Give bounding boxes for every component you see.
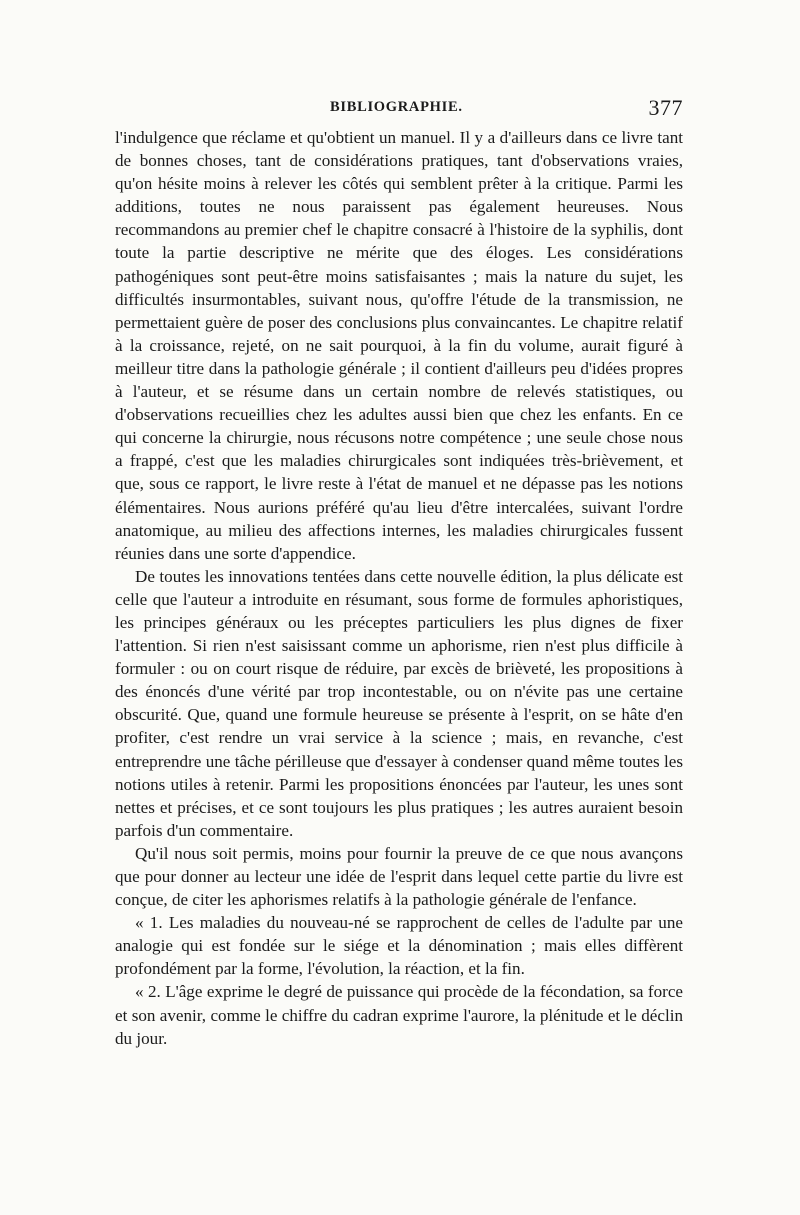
- body-text: [115, 126, 683, 1050]
- paragraph-continuation: l'indulgence que réclame et qu'obtient un manuel. Il y a d'ailleurs dans ce livre tant de bonnes choses, tant de considérations pratiques, tant d'observations vraies, qu'on hésite moins à relever les côtés qui semblent prêter à la critique. Parmi les additions, toutes ne nous paraissent pas également heureuses. Nous recommandons au premier chef le chapitre consacré à l'histoire de la syphilis, dont toute la partie descriptive ne mérite que des éloges. Les considérations pathogéniques sont peut-être moins satisfaisantes ; mais la nature du sujet, les difficultés insurmontables, suivant nous, qu'offre l'étude de la transmission, ne permettaient guère de poser des conclusions plus convaincantes. Le chapitre relatif à la croissance, rejeté, on ne sait pourquoi, à la fin du volume, aurait figuré à meilleur titre dans la pathologie générale ; il contient d'ailleurs peu d'idées propres à l'auteur, et se résume dans un certain nombre de relevés statistiques, ou d'observations recueillies chez les adultes aussi bien que chez les enfants. En ce qui concerne la chirurgie, nous récusons notre compétence ; une seule chose nous a frappé, c'est que les maladies chirurgicales sont indiquées très-brièvement, et que, sous ce rapport, le livre reste à l'état de manuel et ne dépasse pas les notions élémentaires. Nous aurions préféré qu'au lieu d'être intercalées, suivant l'ordre anatomique, au milieu des affections internes, les maladies chirurgicales fussent réunies dans une sorte d'appendice.: [115, 128, 683, 563]
- aphorism-2: « 2. L'âge exprime le degré de puissance qui procède de la fécondation, sa force et son avenir, comme le chiffre du cadran exprime l'aurore, la plénitude et le déclin du jour.: [115, 982, 683, 1048]
- page-number: 377: [648, 95, 683, 120]
- aphorism-1: « 1. Les maladies du nouveau-né se rapprochent de celles de l'adulte par une analogie qui est fondée sur le siége et la dénomination ; mais elles diffèrent profondément par la forme, l'évolution, la réaction, et la fin.: [115, 913, 683, 979]
- running-header: [115, 95, 683, 123]
- paragraph-innovations: De toutes les innovations tentées dans cette nouvelle édition, la plus délicate est celle que l'auteur a introduite en résumant, sous forme de formules aphoristiques, les principes généraux ou les préceptes particuliers les plus dignes de fixer l'attention. Si rien n'est saisissant comme un aphorisme, rien n'est plus difficile à formuler : ou on court risque de réduire, par excès de brièveté, les propositions à des énoncés d'une vérité par trop incontestable, ou on n'évite pas une certaine obscurité. Que, quand une formule heureuse se présente à l'esprit, on se hâte d'en profiter, c'est rendre un vrai service à la science ; mais, en revanche, c'est entreprendre une tâche périlleuse que d'essayer à condenser quand même toutes les notions utiles à retenir. Parmi les propositions énoncées par l'auteur, les unes sont nettes et précises, et ce sont toujours les plus pratiques ; les autres auraient besoin parfois d'un commentaire.: [115, 566, 683, 840]
- paragraph-aphorisms-intro: Qu'il nous soit permis, moins pour fournir la preuve de ce que nous avançons que pour donner au lecteur une idée de l'esprit dans lequel cette partie du livre est conçue, de citer les aphorismes relatifs à la pathologie générale de l'enfance.: [115, 843, 683, 910]
- running-title: BIBLIOGRAPHIE.: [330, 99, 463, 115]
